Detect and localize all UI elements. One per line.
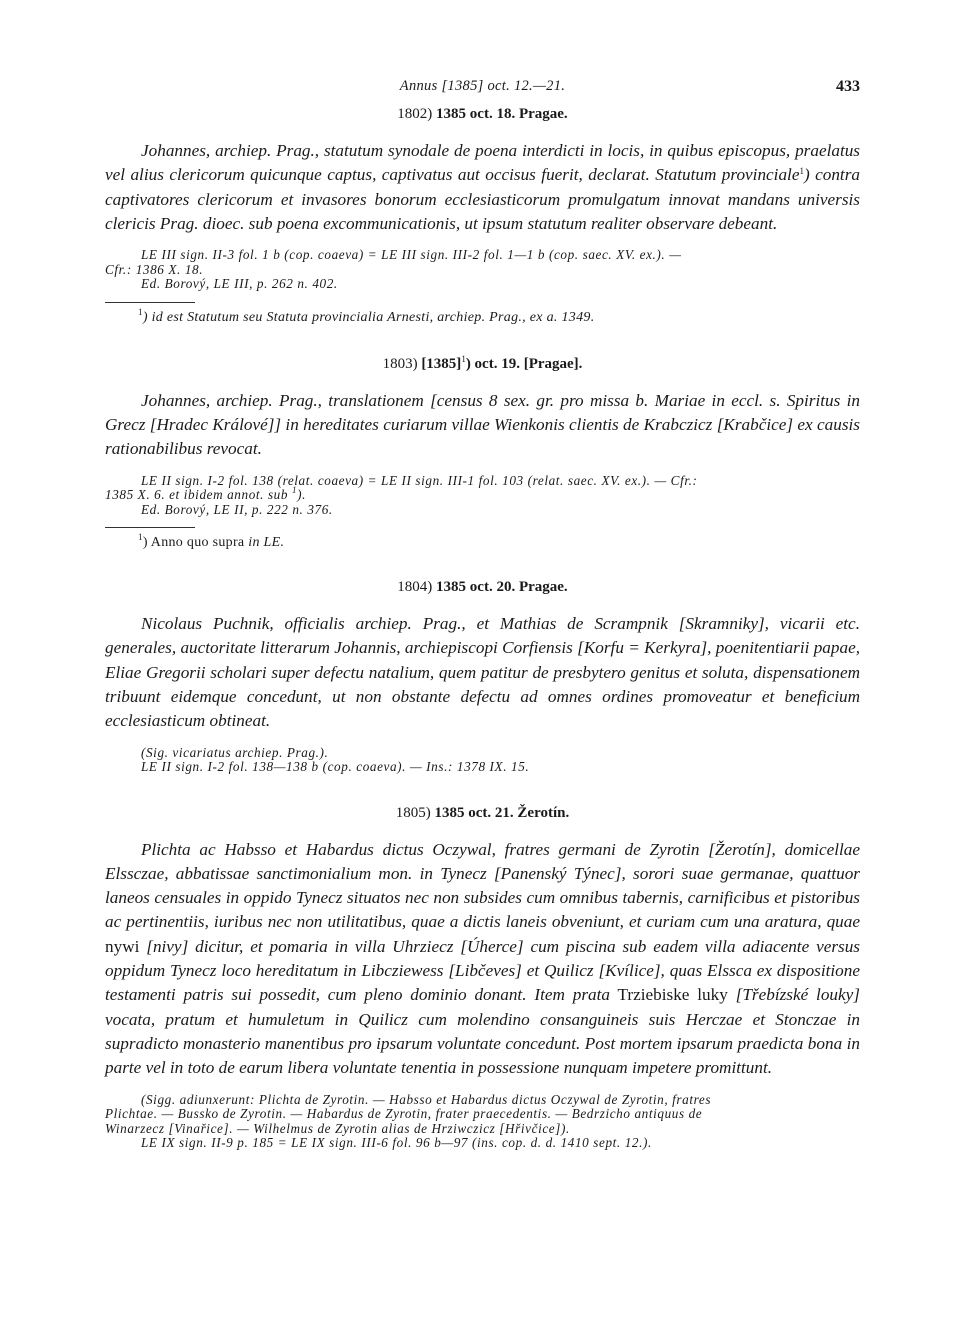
entry-number: 1803)	[382, 355, 418, 372]
apparatus-line: (Sigg. adiunxerunt: Plichta de Zyrotin. — Habsso et Habardus dictus Oczywal de Zyrotin, fratres	[141, 1091, 712, 1107]
apparatus-line: LE II sign. I-2 fol. 138 (relat. coaeva) = LE II sign. III-1 fol. 103 (relat. saec. XV. ex.). — Cfr.:	[141, 472, 698, 488]
page-header	[105, 78, 860, 104]
apparatus-line: Ed. Borový, LE III, p. 262 n. 402.	[141, 276, 338, 292]
entry-regest: Johannes, archiep. Prag., translationem [census 8 sex. gr. pro missa b. Mariae in eccl. s. Spiritus in Grecz [Hradec Králové]] in hereditates curiarum villae Wienkonis clientis de Krabczicz [Krabčice] ex causis rationabilibus revocat.	[105, 390, 860, 459]
entry-number: 1805)	[395, 804, 431, 821]
entry-heading	[105, 353, 860, 373]
entry-heading	[105, 579, 860, 596]
entry-number: 1804)	[397, 579, 433, 596]
apparatus-line: Cfr.: 1386 X. 18.	[105, 261, 204, 277]
footnote-rule	[105, 527, 195, 528]
entry-heading	[105, 805, 860, 822]
footnote-text: ) id est Statutum seu Statuta provincialia Arnesti, archiep. Prag., ex a. 1349.	[142, 309, 595, 325]
apparatus-line: (Sig. vicariatus archiep. Prag.).	[141, 744, 329, 760]
entry-regest	[105, 838, 860, 1081]
document-page	[105, 78, 860, 1151]
source-apparatus	[105, 746, 860, 775]
entry-1804	[105, 579, 860, 774]
entry-1803	[105, 353, 860, 551]
regest-text: Johannes, archiep. Prag., statutum synodale de poena interdicti in locis, in quibus episcopus, praelatus vel alius clericorum quicunque captus, captivatus aut occisus fuerit, declarat. Statutum provinciale	[105, 141, 860, 185]
apparatus-text: ).	[297, 487, 306, 503]
running-head: Annus [1385] oct. 12.—21.	[399, 78, 566, 94]
regest-vernacular: nywi	[105, 936, 147, 956]
apparatus-line: LE II sign. I-2 fol. 138—138 b (cop. coaeva). — Ins.: 1378 IX. 15.	[141, 759, 530, 775]
date-part: ) oct. 19. [Pragae].	[465, 355, 583, 372]
regest-text: Plichta ac Habsso et Habardus dictus Oczywal, fratres germani de Zyrotin [Žerotín], domicellae Elssczae, abbatissae sanctimonialium mon. in Tynecz [Panenský Týnec], sorori suae germanae, quattuor laneos censuales in oppido Tynecz situatos nec non subsides cum omnibus tabernis, carnificibus et pistoribus ac pertinentiis, iuribus nec non utilitatibus, quae a dictis laneis obveniunt, et curiam cum una aratura, quae	[105, 839, 860, 932]
regest-text-cont: [Třebízské louky] vocata, pratum et humuletum in Quilicz cum molendino consanguineis suis Herczae et Stonczae in supradicto monasterio manentibus pro ipsarum voluntate concedunt. Post mortem ipsarum praedicta bona in parte vel in toto de earum libera voluntate tenentia in possessione nunquam impetere promittunt.	[105, 985, 860, 1078]
footnote	[105, 534, 860, 551]
source-apparatus	[105, 1093, 860, 1151]
entry-date: 1385 oct. 18. Pragae.	[436, 106, 568, 122]
page-number: 433	[836, 78, 860, 95]
footnote-mark: 1	[138, 532, 143, 543]
footnote-text: ) Anno quo supra	[142, 535, 249, 551]
entry-date: 1385 oct. 20. Pragae.	[436, 579, 568, 596]
entry-number: 1802)	[397, 106, 433, 122]
footnote-rule	[105, 302, 195, 303]
apparatus-line: Winarzecz [Vinařice]. — Wilhelmus de Zyrotin alias de Hrziwczicz [Hřivčice]).	[105, 1120, 570, 1136]
apparatus-line: LE IX sign. II-9 p. 185 = LE IX sign. III-6 fol. 96 b—97 (ins. cop. d. d. 1410 sept. 12.).	[141, 1135, 652, 1151]
footnote-text: in LE.	[248, 535, 285, 551]
apparatus-line: Ed. Borový, LE II, p. 222 n. 376.	[141, 501, 333, 517]
footnote	[105, 306, 860, 326]
source-apparatus	[105, 248, 860, 292]
footnote-mark: 1	[138, 306, 143, 317]
entry-date	[421, 353, 583, 372]
entry-date: 1385 oct. 21. Žerotín.	[434, 804, 570, 821]
regest-vernacular: Trziebiske luky	[609, 985, 736, 1005]
entry-1805	[105, 805, 860, 1151]
entry-regest: Nicolaus Puchnik, officialis archiep. Prag., et Mathias de Scrampnik [Skramniky], vicarii etc. generales, auctoritate litterarum Johannis, archiepiscopi Corfiensis [Korfu = Kerkyra], poenitentiarii papae, Eliae Gregorii scholari super defectu natalium, quem patitur de presbytero genitus et soluta, dispensationem tribuunt eidemque concedunt, ut non obstante defectu ad omnes ordines promoveatur et beneficium ecclesiasticum obtineat.	[105, 614, 860, 731]
regest-text-cont: [nivy] dicitur, et pomaria in villa Uhrziecz [Úherce] cum piscina sub eadem villa adiacente versus oppidum Tynecz loco hereditatum in Libcziewess [Libčeves] et Quilicz [Kvílice], quas Elssca ex dispositione testamenti patris sui possedit, cum pleno dominio donant. Item prata	[105, 936, 860, 1005]
regest-text-cont: ) contra captivatores clericorum et invasores bonorum ecclesiasticorum promulgatum innovat mandans universis clericis Prag. dioec. sub poena excommunicationis, ut ipsum statutum realiter observare debeant.	[105, 165, 860, 233]
apparatus-text: 1385 X. 6. et ibidem annot. sub	[105, 487, 289, 503]
footnote-ref: 1	[291, 485, 298, 496]
apparatus-line: LE III sign. II-3 fol. 1 b (cop. coaeva) = LE III sign. III-2 fol. 1—1 b (cop. saec. XV. ex.). —	[141, 247, 682, 263]
entry-heading	[105, 106, 860, 123]
footnote-ref: 1	[799, 166, 804, 177]
apparatus-line	[105, 485, 860, 503]
source-apparatus	[105, 474, 860, 518]
entry-1802	[105, 106, 860, 326]
footnote-ref: 1	[461, 353, 466, 364]
apparatus-line: Plichtae. — Bussko de Zyrotin. — Habardus de Zyrotin, frater praecedentis. — Bedrzicho antiquus de	[105, 1106, 703, 1122]
entry-regest	[105, 139, 860, 236]
date-part: [1385]	[421, 355, 462, 372]
